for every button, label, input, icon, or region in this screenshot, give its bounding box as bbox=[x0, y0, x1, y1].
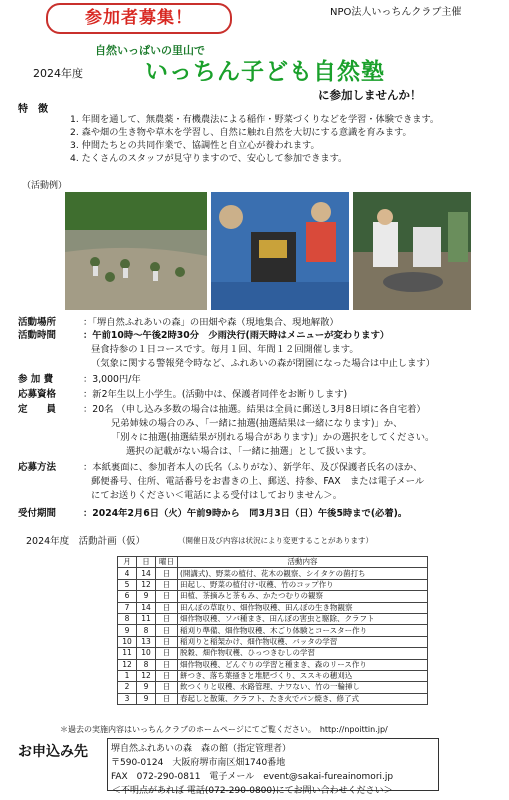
row-month: 2 bbox=[118, 682, 137, 693]
row-month: 11 bbox=[118, 648, 137, 659]
row-month: 8 bbox=[118, 613, 137, 624]
table-row bbox=[118, 613, 428, 624]
contact-address: 〒590-0124 大阪府堺市南区畑1740番地 bbox=[111, 758, 286, 768]
row-day: 8 bbox=[137, 659, 156, 670]
row-month: 3 bbox=[118, 693, 137, 704]
row-day: 8 bbox=[137, 625, 156, 636]
organizer: NPO法人いっちんクラブ主催 bbox=[330, 7, 462, 18]
row-content: 飲つくりと収穫、水路管理、ナワない、竹の一輪挿し bbox=[178, 682, 428, 693]
capacity-label: 定 員 bbox=[18, 404, 57, 415]
row-weekday: 日 bbox=[156, 648, 178, 659]
features-label: 特 徴 bbox=[18, 104, 48, 115]
invite-text: に参加しませんか！ bbox=[318, 88, 422, 102]
row-weekday: 日 bbox=[156, 613, 178, 624]
row-month: 1 bbox=[118, 670, 137, 681]
row-content: 田植、茶摘みと茶もみ、かたつむりの観察 bbox=[178, 591, 428, 602]
capacity-value: ：20名 （申し込み多数の場合は抽選。結果は全員に郵送し3月8日頃に各自宅着） bbox=[83, 404, 426, 415]
cooking-photo bbox=[353, 192, 471, 310]
features-list bbox=[70, 113, 439, 165]
row-month: 7 bbox=[118, 602, 137, 613]
schedule-note: （開催日及び内容は状況により変更することがあります） bbox=[178, 536, 373, 545]
table-row bbox=[118, 602, 428, 613]
row-weekday: 日 bbox=[156, 568, 178, 579]
fee-label: 参 加 費 bbox=[18, 374, 54, 385]
header-content: 活動内容 bbox=[178, 557, 428, 568]
row-weekday: 日 bbox=[156, 636, 178, 647]
table-row bbox=[118, 568, 428, 579]
eligibility-label: 応募資格 bbox=[18, 389, 57, 400]
table-row bbox=[118, 682, 428, 693]
row-day: 10 bbox=[137, 648, 156, 659]
contact-fax-email: FAX 072-290-0811 電子メール event@sakai-fureainomori.jp bbox=[111, 772, 394, 782]
row-content: 餅つき、落ち葉掻きと堆肥づくり、ススキの穂刈込 bbox=[178, 670, 428, 681]
table-row bbox=[118, 579, 428, 590]
row-content: 田んぼの草取り、畑作物収穫、田んぼの生き物観察 bbox=[178, 602, 428, 613]
capacity-value-4: 選択の記載がない場合は、「一緒に抽選」として扱います。 bbox=[126, 446, 372, 457]
row-content: 畑作物収穫、ソバ種まき、田んぼの害虫と駆除、クラフト bbox=[178, 613, 428, 624]
feature-item: 3. 仲間たちとの共同作業で、協調性と自立心が養われます。 bbox=[70, 140, 320, 151]
row-day: 9 bbox=[137, 693, 156, 704]
table-row bbox=[118, 648, 428, 659]
row-weekday: 日 bbox=[156, 579, 178, 590]
capacity-value-3: 「別々に抽選(抽選結果が別れる場合があります)」かの選択をしてください。 bbox=[111, 432, 435, 443]
table-row bbox=[118, 659, 428, 670]
header-day: 日 bbox=[137, 557, 156, 568]
place-value: ：「堺自然ふれあいの森」の田畑や森（現地集合、現地解散） bbox=[83, 317, 339, 328]
row-content: 畑作物収穫、どんぐりの学習と種まき、森のリース作り bbox=[178, 659, 428, 670]
method-value-3: にてお送りください＜電話による受付はしておりません＞。 bbox=[91, 490, 343, 501]
feature-item: 2. 森や畑の生き物や草木を学習し、自然に触れ自然を大切にする意識を育みます。 bbox=[70, 127, 412, 138]
row-day: 14 bbox=[137, 568, 156, 579]
row-day: 11 bbox=[137, 613, 156, 624]
row-day: 9 bbox=[137, 682, 156, 693]
feature-item: 1. 年間を通して、無農薬・有機農法による稲作・野菜づくりなどを学習・体験できます。 bbox=[70, 114, 440, 125]
row-day: 9 bbox=[137, 591, 156, 602]
row-weekday: 日 bbox=[156, 693, 178, 704]
activity-label: （活動例） bbox=[22, 181, 68, 191]
table-row bbox=[118, 636, 428, 647]
row-month: 6 bbox=[118, 591, 137, 602]
header-month: 月 bbox=[118, 557, 137, 568]
table-row bbox=[118, 670, 428, 681]
subtitle: 自然いっぱいの里山で bbox=[95, 44, 205, 57]
apply-label: お申込み先 bbox=[18, 744, 88, 760]
row-month: 10 bbox=[118, 636, 137, 647]
time-value-2: 昼食持参の１日コースです。毎月１回、年間１２回開催します。 bbox=[91, 344, 359, 355]
past-activities-note: ＊過去の実施内容はいっちんクラブのホームページにてご覧ください。 http://npoittin.jp/ bbox=[60, 725, 388, 734]
row-month: 9 bbox=[118, 625, 137, 636]
period-value: ：2024年2月6日（火）午前9時から 同3月3日（日）午後5時まで(必着)。 bbox=[83, 508, 408, 519]
row-day: 14 bbox=[137, 602, 156, 613]
contact-name: 堺自然ふれあいの森 森の館（指定管理者） bbox=[111, 744, 292, 754]
row-weekday: 日 bbox=[156, 591, 178, 602]
time-value: ：午前10時～午後2時30分 少雨決行(雨天時はメニューが変わります） bbox=[83, 330, 390, 341]
time-value-3: （気象に関する警報発令時など、ふれあいの森が閉園になった場合は中止します） bbox=[91, 358, 435, 369]
activity-photos bbox=[65, 192, 471, 310]
schedule-title: 2024年度 活動計画（仮） bbox=[26, 536, 146, 547]
row-content: (開講式)、野菜の植付、花木の観察、シイタケの菌打ち bbox=[178, 568, 428, 579]
row-content: 稲刈り準備、畑作物収穫、木ごり体験とコースター作り bbox=[178, 625, 428, 636]
table-row bbox=[118, 625, 428, 636]
row-weekday: 日 bbox=[156, 625, 178, 636]
table-row bbox=[118, 693, 428, 704]
place-label: 活動場所 bbox=[18, 317, 57, 328]
phone-note: ＜不明点があれば 電話(072-290-0800)にてお問い合わせください＞ bbox=[112, 786, 393, 796]
harvest-photo bbox=[211, 192, 349, 310]
method-label: 応募方法 bbox=[18, 462, 57, 473]
row-content: 脱穀、畑作物収穫、ひっつきむしの学習 bbox=[178, 648, 428, 659]
capacity-value-2: 兄弟姉妹の場合のみ、「一緒に抽選(抽選結果は一緒になります)」か、 bbox=[111, 418, 403, 429]
row-day: 12 bbox=[137, 670, 156, 681]
period-label: 受付期間 bbox=[18, 508, 57, 519]
rice-planting-photo bbox=[65, 192, 207, 310]
row-day: 12 bbox=[137, 579, 156, 590]
row-content: 田起し、野菜の植付け･収穫、竹のコップ作り bbox=[178, 579, 428, 590]
method-value-2: 郵便番号、住所、電話番号をお書きの上、郵送、持参、FAX または電子メール bbox=[91, 476, 425, 487]
header-weekday: 曜日 bbox=[156, 557, 178, 568]
recruit-banner: 参加者募集！ bbox=[46, 3, 232, 34]
row-content: 稲刈りと稲架かけ、畑作物収穫、バッタの学習 bbox=[178, 636, 428, 647]
eligibility-value: ：新2年生以上小学生。(活動中は、保護者同伴をお断りします) bbox=[83, 389, 348, 400]
table-row bbox=[118, 591, 428, 602]
time-label: 活動時間 bbox=[18, 330, 57, 341]
row-month: 5 bbox=[118, 579, 137, 590]
row-month: 4 bbox=[118, 568, 137, 579]
table-header bbox=[118, 557, 428, 568]
row-weekday: 日 bbox=[156, 682, 178, 693]
row-day: 13 bbox=[137, 636, 156, 647]
row-month: 12 bbox=[118, 659, 137, 670]
row-content: 春起しと散策、クラフト、たき火でパン焼き、修了式 bbox=[178, 693, 428, 704]
year-label: 2024年度 bbox=[33, 67, 83, 80]
feature-item: 4. たくさんのスタッフが見守りますので、安心して参加できます。 bbox=[70, 153, 348, 164]
schedule-table bbox=[117, 556, 428, 705]
page-title: いっちん子ども自然塾 bbox=[145, 59, 385, 85]
method-value: ：本紙裏面に、参加者本人の氏名（ふりがな）、新学年、及び保護者氏名のほか、 bbox=[83, 462, 423, 473]
fee-value: ：3,000円/年 bbox=[83, 374, 141, 385]
row-weekday: 日 bbox=[156, 602, 178, 613]
row-weekday: 日 bbox=[156, 659, 178, 670]
row-weekday: 日 bbox=[156, 670, 178, 681]
